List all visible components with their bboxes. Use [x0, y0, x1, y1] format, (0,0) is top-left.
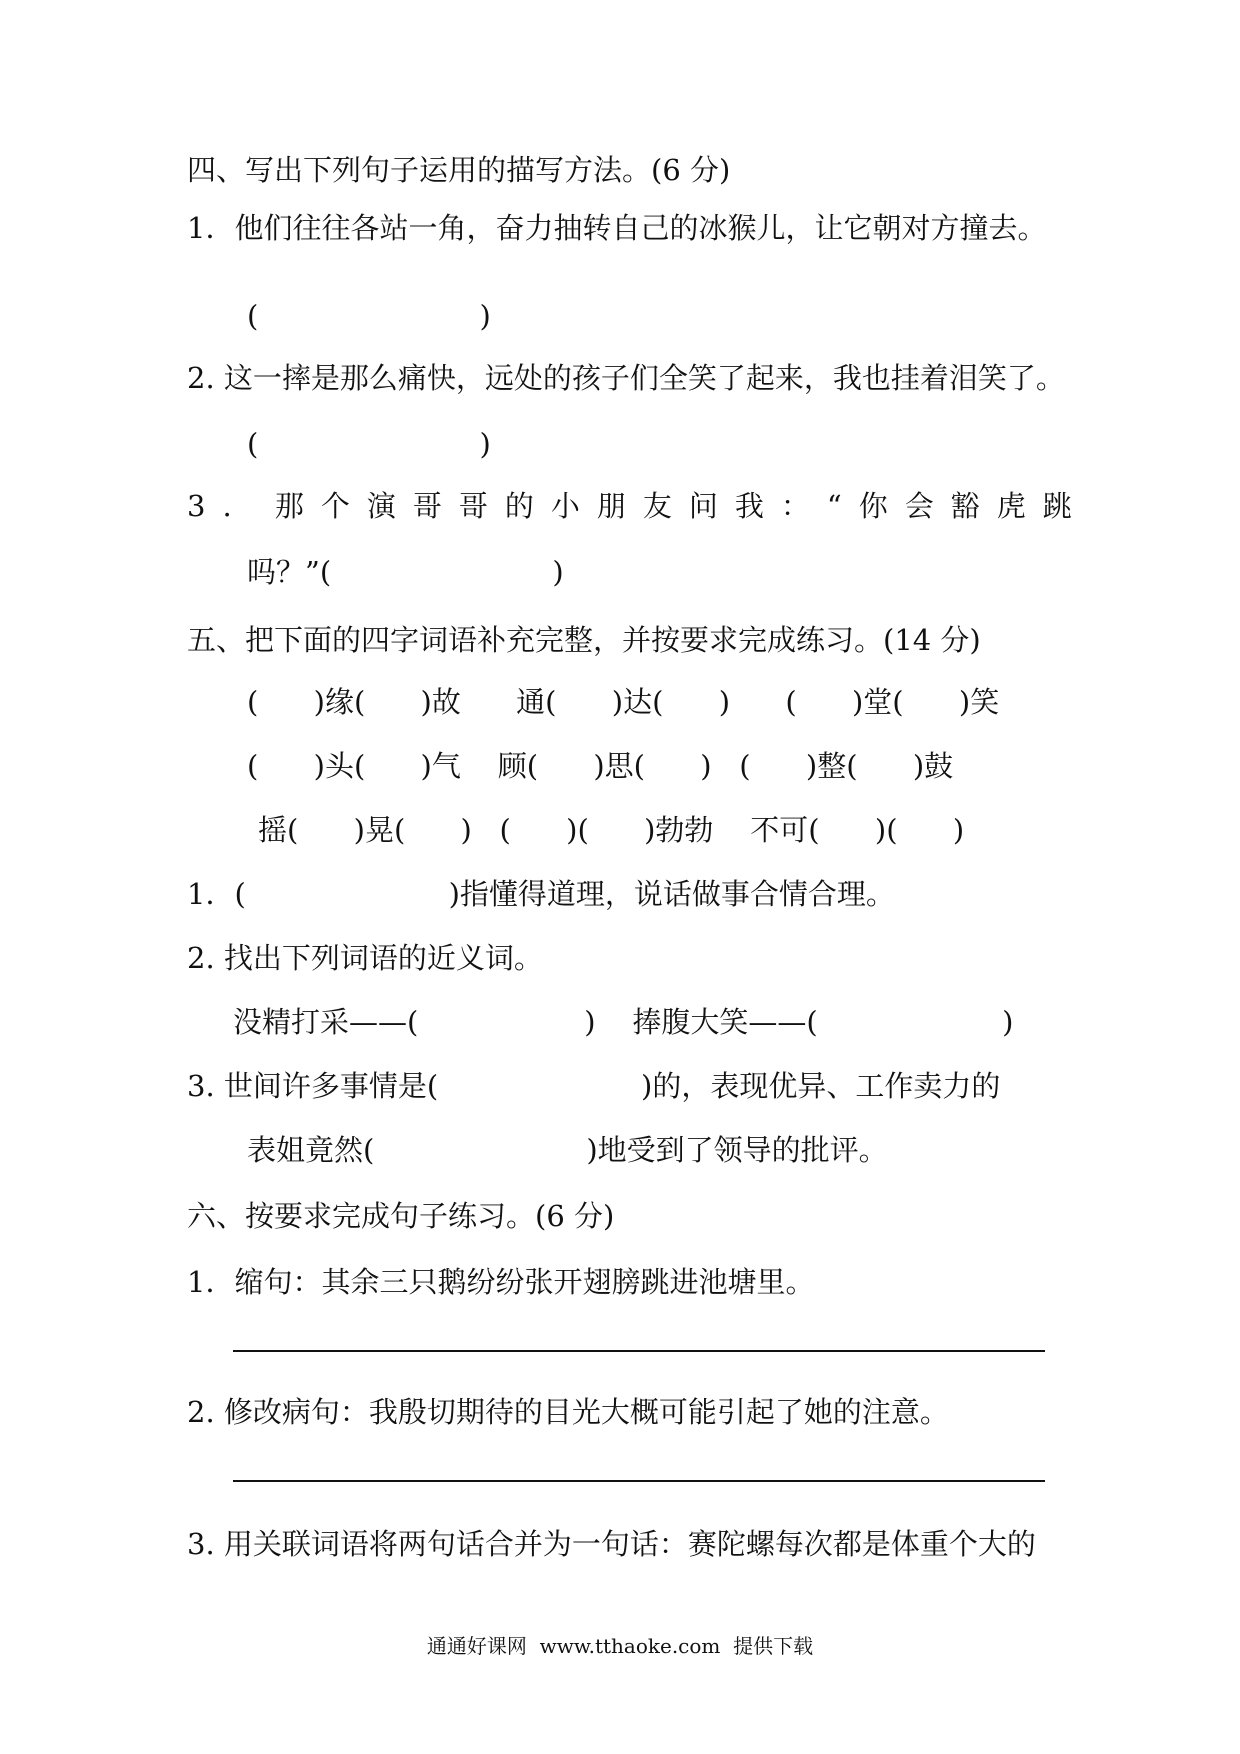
page-footer: 通通好课网 www.tthaoke.com 提供下载 [426, 1634, 814, 1658]
section-six-question-3: 3. 用关联词语将两句话合并为一句话：赛陀螺每次都是体重个大的 [187, 1527, 1036, 1561]
section-four-heading: 四、写出下列句子运用的描写方法。(6 分) [187, 153, 731, 187]
idiom-row-1: ( )缘( )故 通( )达( ) ( )堂( )笑 [247, 685, 1000, 719]
idiom-row-3: 摇( )晃( ) ( )( )勃勃 不可( )( ) [258, 813, 965, 847]
answer-blank: ( ) [247, 299, 491, 333]
section-four-question-3: 3. 那个演哥哥的小朋友问我：“你会豁虎跳 [187, 489, 1089, 523]
section-five-heading: 五、把下面的四字词语补充完整，并按要求完成练习。(14 分) [187, 623, 981, 657]
section-four-question-3-continuation: 吗？”( ) [247, 555, 564, 589]
answer-blank: ( ) [247, 427, 491, 461]
section-six-question-2: 2. 修改病句：我殷切期待的目光大概可能引起了她的注意。 [187, 1395, 949, 1429]
section-six-question-1: 1．缩句：其余三只鹅纷纷张开翅膀跳进池塘里。 [187, 1265, 815, 1299]
section-five-question-3-continuation: 表姐竟然( )地受到了领导的批评。 [247, 1133, 888, 1167]
answer-line [233, 1480, 1045, 1482]
section-six-heading: 六、按要求完成句子练习。(6 分) [187, 1199, 615, 1233]
idiom-row-2: ( )头( )气 顾( )思( ) ( )整( )鼓 [247, 749, 954, 783]
section-five-question-3: 3. 世间许多事情是( )的，表现优异、工作卖力的 [187, 1069, 1001, 1103]
section-five-question-2: 2. 找出下列词语的近义词。 [187, 941, 543, 975]
answer-line [233, 1350, 1045, 1352]
section-four-question-2: 2. 这一摔是那么痛快，远处的孩子们全笑了起来，我也挂着泪笑了。 [187, 361, 1065, 395]
synonym-line: 没精打采——( ) 捧腹大笑——( ) [233, 1005, 1014, 1039]
section-five-question-1: 1．( )指懂得道理，说话做事合情合理。 [187, 877, 895, 911]
section-four-question-1: 1．他们往往各站一角，奋力抽转自己的冰猴儿，让它朝对方撞去。 [187, 211, 1047, 245]
